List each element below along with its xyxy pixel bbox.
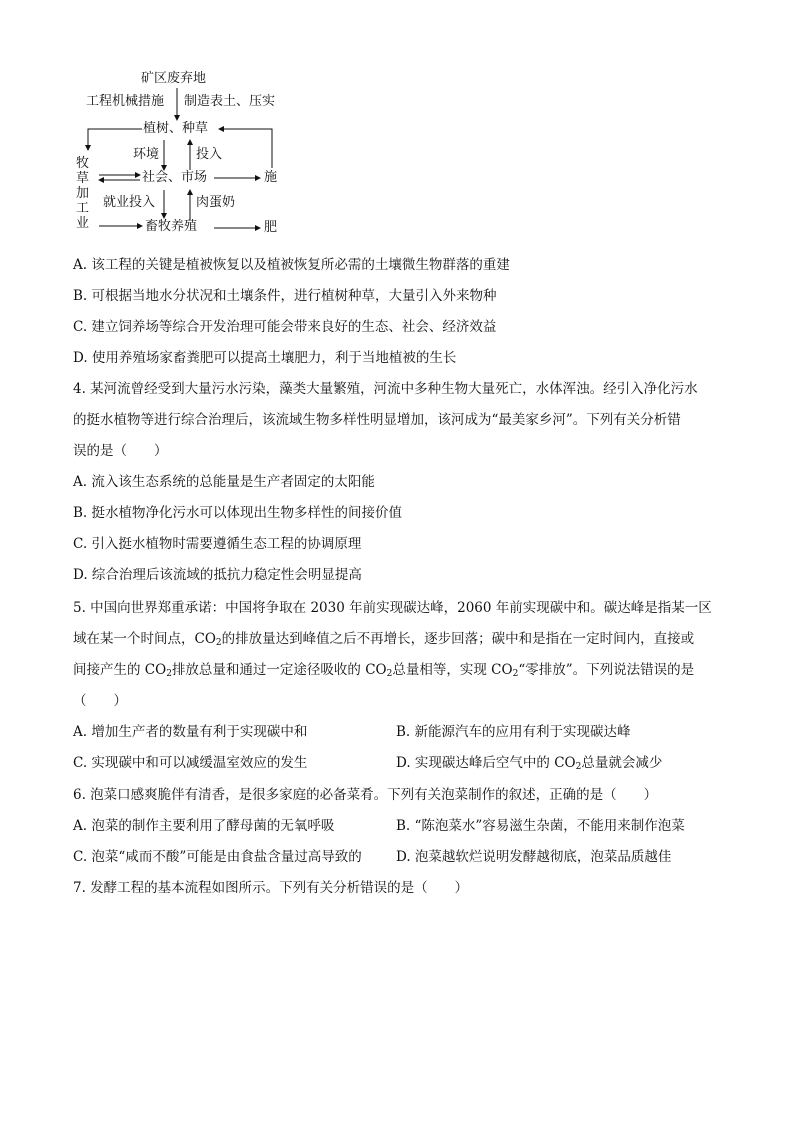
q3-option-b: B. 可根据当地水分状况和土壤条件，进行植树种草，大量引入外来物种: [73, 288, 497, 304]
diagram-node-livestock: 畜牧养殖: [145, 219, 198, 234]
q5-optd-part-a: D. 实现碳达峰后空气中的 CO: [396, 755, 576, 771]
q4-stem-line-3: 误的是（ ）: [73, 443, 168, 459]
q5-stem-line-4: （ ）: [73, 693, 127, 709]
diagram-left-col-3: 加: [76, 186, 90, 201]
q5-l3-part-d: “零排放”。下列说法错误的是: [518, 662, 695, 678]
q5-optd-part-b: 总量就会减少: [581, 755, 663, 771]
q6-option-b: B. “陈泡菜水”容易滋生杂菌，不能用来制作泡菜: [396, 818, 685, 834]
arrow-right-to-plant: [219, 129, 272, 168]
q4-option-c: C. 引入挺水植物时需要遵循生态工程的协调原理: [73, 536, 362, 552]
co2-subscript: 2: [215, 638, 222, 648]
diagram-top-label: 矿区废弃地: [141, 71, 207, 86]
diagram-left-col-5: 业: [76, 216, 90, 231]
q3-option-c: C. 建立饲养场等综合开发治理可能会带来良好的生态、社会、经济效益: [73, 319, 497, 335]
diagram-left-col-4: 工: [76, 201, 90, 216]
q4-option-a: A. 流入该生态系统的总能量是生产者固定的太阳能: [73, 474, 375, 490]
diagram-employ-label: 就业投入: [103, 195, 156, 210]
q3-option-d: D. 使用养殖场家畜粪肥可以提高土壤肥力，利于当地植被的生长: [73, 350, 457, 366]
diagram-left-col-2: 草: [76, 171, 90, 186]
q5-option-b: B. 新能源汽车的应用有利于实现碳达峰: [396, 724, 631, 740]
q4-stem-line-1: 4. 某河流曾经受到大量污水污染，藻类大量繁殖，河流中多种生物大量死亡，水体浑浊。经引入净化污水: [73, 381, 698, 397]
diagram-env-label: 环境: [133, 147, 160, 162]
q5-stem-line-1: 5. 中国向世界郑重承诺：中国将争取在 2030 年前实现碳达峰，2060 年前实现碳中和。碳达峰是指某一区: [73, 600, 712, 616]
q5-stem-line-2: [73, 630, 694, 652]
q6-option-a: A. 泡菜的制作主要利用了酵母菌的无氧呼吸: [73, 818, 335, 834]
q4-option-b: B. 挺水植物净化污水可以体现出生物多样性的间接价值: [73, 505, 403, 521]
diagram-right-top: 施: [264, 170, 278, 185]
diagram-right-bottom: 肥: [264, 220, 278, 235]
diagram-meat-label: 肉蛋奶: [196, 195, 236, 210]
q5-option-d: [396, 754, 662, 776]
q6-option-c: C. 泡菜“咸而不酸”可能是由食盐含量过高导致的: [73, 849, 362, 865]
co2-subscript: 2: [166, 669, 172, 679]
q5-l3-part-a: 间接产生的 CO: [73, 662, 167, 678]
diagram-invest-label: 投入: [196, 147, 223, 162]
co2-subscript: 2: [512, 669, 519, 679]
co2-subscript: 2: [386, 669, 393, 679]
q5-option-a: A. 增加生产者的数量有利于实现碳中和: [73, 724, 308, 740]
q5-l2-part-a: 域在某一个时间点，CO: [73, 631, 216, 647]
co2-subscript: 2: [575, 762, 582, 772]
q4-option-d: D. 综合治理后该流域的抵抗力稳定性会明显提高: [73, 567, 362, 583]
diagram-left-col-1: 牧: [76, 156, 90, 171]
q5-stem-line-3: [73, 661, 694, 683]
q5-l3-part-b: 排放总量和通过一定途径吸收的 CO: [171, 662, 387, 678]
diagram-right-measure: 制造表土、压实: [184, 94, 276, 109]
q7-stem: 7. 发酵工程的基本流程如图所示。下列有关分析错误的是（ ）: [73, 880, 469, 896]
q6-stem: 6. 泡菜口感爽脆伴有清香，是很多家庭的必备菜肴。下列有关泡菜制作的叙述，正确的是（ ）: [73, 787, 658, 803]
q3-option-a: A. 该工程的关键是植被恢复以及植被恢复所必需的土壤微生物群落的重建: [73, 257, 510, 273]
diagram-left-measure: 工程机械措施: [86, 94, 165, 109]
land-reclamation-diagram: [0, 0, 320, 245]
diagram-node-plant: 植树、种草: [143, 121, 209, 136]
q5-l2-part-b: 的排放量达到峰值之后不再增长，逐步回落；碳中和是指在一定时间内，直接或: [221, 631, 695, 647]
q5-l3-part-c: 总量相等，实现 CO: [392, 662, 513, 678]
q4-stem-line-2: 的挺水植物等进行综合治理后，该流域生物多样性明显增加，该河成为“最美家乡河”。下列有关分析错: [73, 412, 681, 428]
q6-option-d: D. 泡菜越软烂说明发酵越彻底，泡菜品质越佳: [396, 849, 672, 865]
diagram-node-society: 社会、市场: [142, 170, 208, 185]
q5-option-c: C. 实现碳中和可以减缓温室效应的发生: [73, 755, 308, 771]
